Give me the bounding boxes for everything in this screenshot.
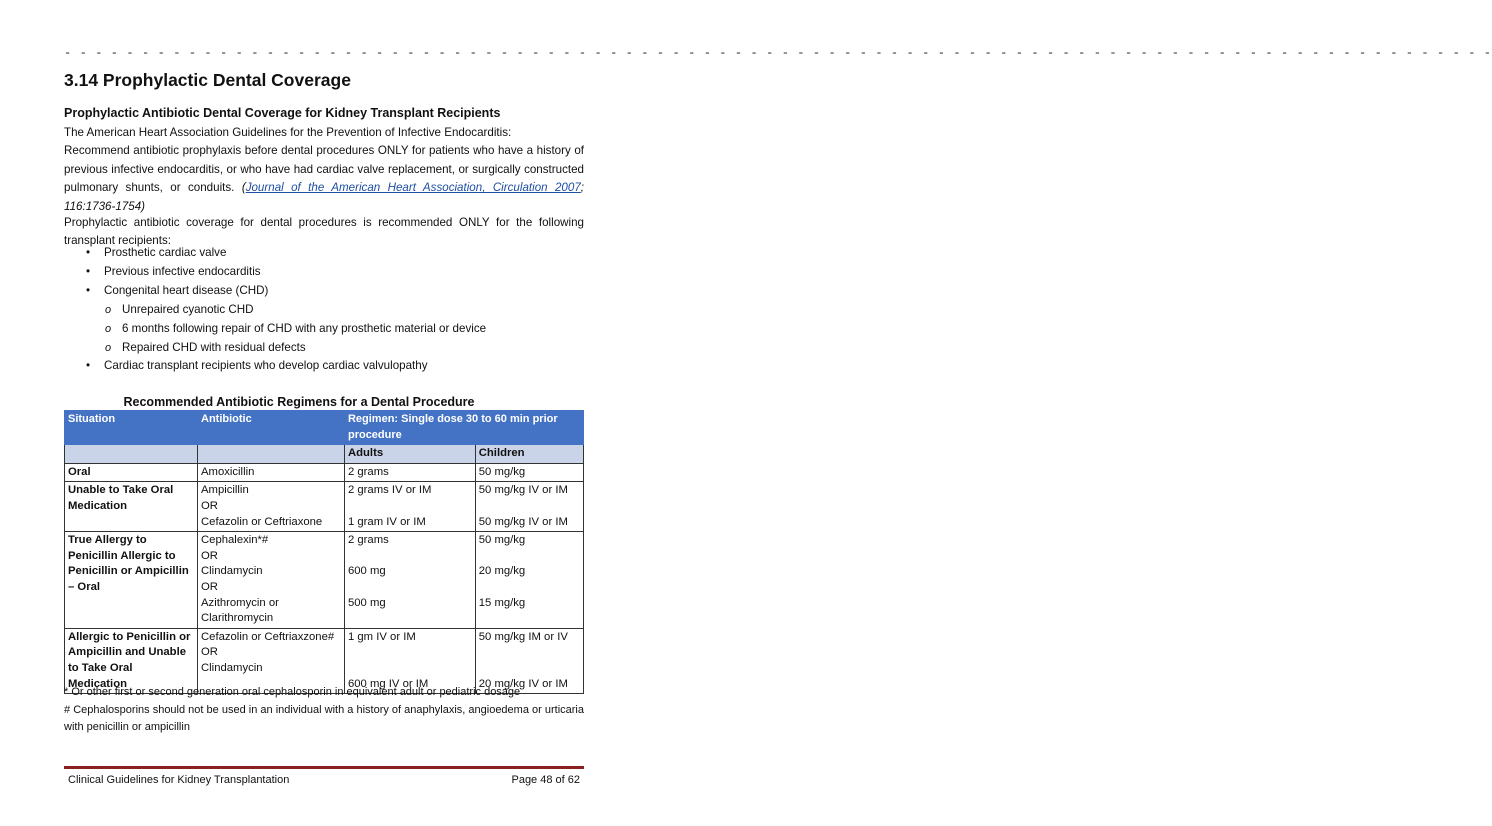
coverage-paragraph: Prophylactic antibiotic coverage for dental procedures is recommended ONLY for the following transplant recipients: xyxy=(64,216,584,248)
cell-line xyxy=(479,661,580,677)
table-header-row xyxy=(65,411,584,445)
list-item: • Congenital heart disease (CHD) xyxy=(64,282,584,301)
cell-line: Cefazolin or Ceftriaxzone# xyxy=(201,630,335,643)
cell-line xyxy=(479,645,580,661)
intro-line1: The American Heart Association Guidelines for the Prevention of Infective Endocarditis: xyxy=(64,126,512,139)
table-row xyxy=(65,482,584,532)
cell-situation: True Allergy to Penicillin Allergic to Penicillin or Ampicillin – Oral xyxy=(65,532,198,629)
header-antibiotic: Antibiotic xyxy=(198,411,345,445)
cell-line: Amoxicillin xyxy=(201,465,255,478)
table-row xyxy=(65,463,584,482)
cell-line: 2 grams IV or IM xyxy=(347,484,432,497)
cell-line: 50 mg/kg xyxy=(478,534,526,547)
cell-line: OR xyxy=(201,646,218,659)
cell-line xyxy=(348,549,472,565)
page-footer xyxy=(68,774,580,786)
cell-adults xyxy=(344,532,475,629)
section-title: 3.14 Prophylactic Dental Coverage xyxy=(64,70,351,90)
cell-line: 20 mg/kg IV or IM xyxy=(478,677,568,690)
cell-line: 50 mg/kg IM or IV xyxy=(478,630,568,643)
cell-line: 600 mg IV or IM xyxy=(347,677,429,690)
table-footnotes xyxy=(64,684,584,737)
ref-rest: ; 116:1736-1754) xyxy=(64,181,585,213)
cell-line: OR xyxy=(201,549,218,562)
cell-line: Azithromycin or xyxy=(201,596,279,609)
cell-line: 600 mg xyxy=(347,565,386,578)
footnote-hash: # Cephalosporins should not be used in an individual with a history of anaphylaxis, angioedema or urticaria with penicillin or ampicillin xyxy=(64,703,584,733)
footnote-asterisk: * Or other first or second generation oral cephalosporin in equivalent adult or pediatric dosage xyxy=(64,686,521,698)
sub-list-item: o Repaired CHD with residual defects xyxy=(64,339,584,358)
cell-line: 50 mg/kg IV or IM xyxy=(478,515,568,528)
intro-body: Recommend antibiotic prophylaxis before dental procedures ONLY for patients who have a history of previous infective endocarditis, or who have had cardiac valve replacement, or surgically constructed pulmonary shunts, or conduits. xyxy=(64,144,584,195)
cell-line: OR xyxy=(201,580,218,593)
subheader-blank xyxy=(198,445,345,464)
header-regimen: Regimen: Single dose 30 to 60 min prior procedure xyxy=(344,411,583,445)
journal-link[interactable]: Journal of the American Heart Association, Circulation 2007 xyxy=(245,181,581,195)
cell-antibiotic xyxy=(198,532,345,629)
cell-line: 50 mg/kg xyxy=(478,465,526,478)
cell-line: Ampicillin xyxy=(201,484,249,497)
cell-line: Cephalexin*# xyxy=(201,534,269,547)
cell-children xyxy=(475,463,583,482)
sub-list-item: o 6 months following repair of CHD with any prosthetic material or device xyxy=(64,320,584,339)
cell-line: 500 mg xyxy=(347,596,386,609)
sub-list-item: o Unrepaired cyanotic CHD xyxy=(64,301,584,320)
cell-line: 1 gm IV or IM xyxy=(347,630,416,643)
cell-line: 15 mg/kg xyxy=(478,596,526,609)
ref-open: ( xyxy=(241,181,246,195)
cell-line: Clarithromycin xyxy=(201,612,274,625)
table-subheader-row xyxy=(65,445,584,464)
table-row xyxy=(65,532,584,629)
cell-antibiotic xyxy=(198,463,345,482)
list-item: • Previous infective endocarditis xyxy=(64,263,584,282)
recipient-list xyxy=(64,244,584,376)
cell-antibiotic xyxy=(198,482,345,532)
page-number: Page 48 of 62 xyxy=(511,774,580,786)
cell-situation: Oral xyxy=(65,463,198,482)
section-subtitle: Prophylactic Antibiotic Dental Coverage for Kidney Transplant Recipients xyxy=(64,106,501,120)
cell-line: Clindamycin xyxy=(201,661,263,674)
cell-adults xyxy=(344,463,475,482)
cell-line: 50 mg/kg IV or IM xyxy=(478,484,568,497)
cell-line: 1 gram IV or IM xyxy=(347,515,426,528)
cell-line: OR xyxy=(201,499,218,512)
cell-line: 2 grams xyxy=(347,534,389,547)
list-item: • Prosthetic cardiac valve xyxy=(64,244,584,263)
subheader-children: Children xyxy=(475,445,583,464)
cell-line: Clindamycin xyxy=(201,565,263,578)
footer-divider xyxy=(64,766,584,769)
footer-title: Clinical Guidelines for Kidney Transplantation xyxy=(68,774,290,786)
cell-line xyxy=(348,499,472,515)
subheader-blank xyxy=(65,445,198,464)
cell-children xyxy=(475,482,583,532)
subheader-adults: Adults xyxy=(344,445,475,464)
cell-line: Cefazolin or Ceftriaxone xyxy=(201,515,323,528)
cell-situation: Unable to Take Oral Medication xyxy=(65,482,198,532)
table-title: Recommended Antibiotic Regimens for a Dental Procedure xyxy=(123,395,475,409)
cell-line xyxy=(348,645,472,661)
cell-line xyxy=(348,580,472,596)
dashed-divider: - - - - - - - - - - - - - - - - - - - - - - - - - - - - - - - - - - - - - - - - - - - - - - - - - - - - - - - - - - - - - - - - - - - - - - - - - - - - - - - - - - - - - - - - - - - - xyxy=(64,46,1492,60)
cell-line: 2 grams xyxy=(347,465,389,478)
cell-line: 20 mg/kg xyxy=(478,565,526,578)
cell-line xyxy=(348,661,472,677)
cell-situation: Allergic to Penicillin or Ampicillin and Unable to Take Oral Medication xyxy=(65,628,198,693)
list-item: • Cardiac transplant recipients who develop cardiac valvulopathy xyxy=(64,357,584,376)
cell-line xyxy=(479,580,580,596)
cell-children xyxy=(475,532,583,629)
antibiotic-regimen-table xyxy=(64,410,584,694)
intro-paragraph xyxy=(64,124,584,216)
header-situation: Situation xyxy=(65,411,198,445)
cell-line xyxy=(479,549,580,565)
cell-line xyxy=(479,499,580,515)
cell-adults xyxy=(344,482,475,532)
